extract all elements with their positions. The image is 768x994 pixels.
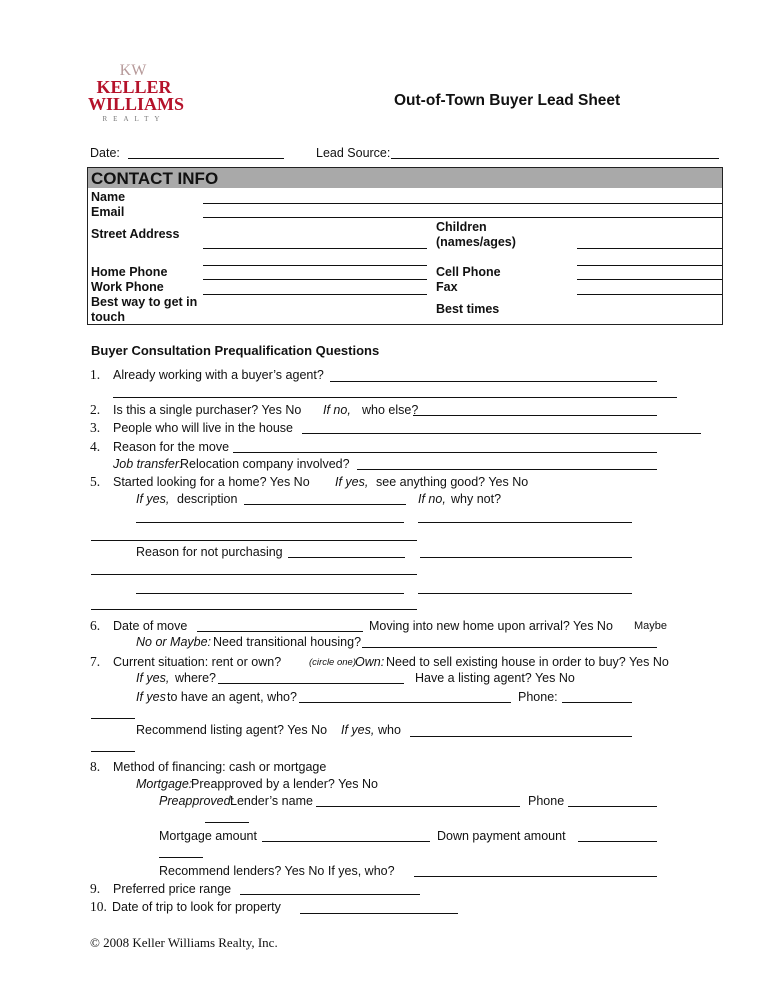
q8-preapproved-label: Preapproved: xyxy=(159,794,235,808)
q5-reason-field-b[interactable] xyxy=(420,557,632,558)
logo-seal: KW xyxy=(119,62,147,79)
q6-moving-into: Moving into new home upon arrival? Yes No xyxy=(369,619,613,633)
q7-need-to-sell: Need to sell existing house in order to buy? Yes No xyxy=(386,655,669,669)
q5-number: 5. xyxy=(90,474,101,489)
q7-agent-field[interactable] xyxy=(299,702,511,703)
cell-phone-field[interactable] xyxy=(577,279,722,280)
q6-number: 6. xyxy=(90,618,101,633)
q6-date-field[interactable] xyxy=(197,631,363,632)
q5-why-not: why not? xyxy=(451,492,502,506)
q8-mortgage-label: Mortgage: xyxy=(136,777,193,791)
contact-info-heading: CONTACT INFO xyxy=(91,169,219,188)
q1-field-2[interactable] xyxy=(113,397,677,398)
q9-field[interactable] xyxy=(240,894,420,895)
work-phone-field[interactable] xyxy=(203,294,427,295)
date-label: Date: xyxy=(90,146,120,160)
q1-field[interactable] xyxy=(330,381,657,382)
logo-realty: REALTY xyxy=(102,115,166,123)
q10-number: 10. xyxy=(90,899,107,914)
q8-lender-field[interactable] xyxy=(316,806,520,807)
q8-amount-field[interactable] xyxy=(262,841,430,842)
cell-phone-label: Cell Phone xyxy=(436,265,501,279)
q5-reason-field-c[interactable] xyxy=(91,574,417,575)
street-address-label: Street Address xyxy=(91,227,180,241)
best-way-label-2: touch xyxy=(91,310,126,324)
q8-phone-field[interactable] xyxy=(568,806,657,807)
name-label: Name xyxy=(91,190,126,204)
fax-field[interactable] xyxy=(577,294,722,295)
name-field[interactable] xyxy=(203,203,722,204)
q4-number: 4. xyxy=(90,439,101,454)
q7-agent-who: to have an agent, who? xyxy=(167,690,297,704)
q5-reason: Reason for not purchasing xyxy=(136,545,283,559)
q6-no-or-maybe: No or Maybe: xyxy=(136,635,212,649)
q5-text: Started looking for a home? Yes No xyxy=(113,475,310,489)
q3-text: People who will live in the house xyxy=(113,421,293,435)
best-way-label: Best way to get in xyxy=(91,295,198,309)
email-label: Email xyxy=(91,205,125,219)
q6-maybe: Maybe xyxy=(634,620,668,632)
q8-phone-field-2[interactable] xyxy=(205,822,249,823)
q2-field[interactable] xyxy=(413,415,657,416)
q8-preapproved-question: Preapproved by a lender? Yes No xyxy=(191,777,378,791)
q1-number: 1. xyxy=(90,367,101,382)
lead-source-label: Lead Source: xyxy=(316,146,391,160)
q6-transitional-field[interactable] xyxy=(362,647,657,648)
fax-label: Fax xyxy=(436,280,458,294)
q8-number: 8. xyxy=(90,759,101,774)
q2-number: 2. xyxy=(90,402,101,417)
q1-text: Already working with a buyer’s agent? xyxy=(113,368,324,382)
q9-price-range: Preferred price range xyxy=(113,882,232,896)
q7-number: 7. xyxy=(90,654,101,669)
q7-phone-field[interactable] xyxy=(562,702,632,703)
q7-phone: Phone: xyxy=(518,690,558,704)
q3-number: 3. xyxy=(90,420,101,435)
children-label: Children xyxy=(436,220,487,234)
q7-rec-field[interactable] xyxy=(410,736,632,737)
logo-line-1: KELLER xyxy=(96,77,172,97)
q7-where-field[interactable] xyxy=(218,683,404,684)
q8-lenders-field[interactable] xyxy=(414,876,657,877)
q8-recommend-lenders: Recommend lenders? Yes No If yes, who? xyxy=(159,864,395,878)
q8-lender-name: Lender’s name xyxy=(230,794,313,808)
q5-field-e[interactable] xyxy=(418,593,632,594)
q2-if-no: If no, xyxy=(323,403,351,417)
q6-transitional: Need transitional housing? xyxy=(213,635,362,649)
q7-where: where? xyxy=(175,671,216,685)
keller-williams-logo xyxy=(88,62,185,126)
logo-line-2: WILLIAMS xyxy=(88,94,185,114)
best-times-label: Best times xyxy=(436,302,500,316)
home-phone-field[interactable] xyxy=(203,279,427,280)
q8-phone: Phone xyxy=(528,794,565,808)
work-phone-label: Work Phone xyxy=(91,280,164,294)
q5-field-a[interactable] xyxy=(136,522,404,523)
q5-description: description xyxy=(177,492,238,506)
q7-recommend: Recommend listing agent? Yes No xyxy=(136,723,328,737)
q10-field[interactable] xyxy=(300,913,458,914)
q7-listing-agent: Have a listing agent? Yes No xyxy=(415,671,575,685)
q5-field-d[interactable] xyxy=(136,593,404,594)
q7-circle-one: (circle one) xyxy=(309,657,356,668)
q4-field[interactable] xyxy=(233,452,657,453)
q4-relocation: Relocation company involved? xyxy=(180,457,350,471)
q8-mortgage-amount: Mortgage amount xyxy=(159,829,257,843)
q4-text: Reason for the move xyxy=(113,440,230,454)
q7-own: Own: xyxy=(355,655,385,669)
q6-date-of-move: Date of move xyxy=(113,619,188,633)
q8-down-payment: Down payment amount xyxy=(437,829,566,843)
q5-see-anything: see anything good? Yes No xyxy=(376,475,529,489)
q2-text: Is this a single purchaser? Yes No xyxy=(113,403,302,417)
footer-copyright: © 2008 Keller Williams Realty, Inc. xyxy=(90,935,278,950)
street-address-field-2[interactable] xyxy=(203,265,427,266)
children-field[interactable] xyxy=(577,248,722,249)
q4-job-transfer: Job transfer: xyxy=(113,457,183,471)
q7-where-if-yes: If yes, xyxy=(136,671,170,685)
q5-desc-if-yes: If yes, xyxy=(136,492,170,506)
q8-down-field[interactable] xyxy=(578,841,657,842)
lead-source-field[interactable] xyxy=(391,158,719,159)
q8-down-field-2[interactable] xyxy=(159,857,203,858)
q5-reason-field[interactable] xyxy=(288,557,405,558)
children-sub-label: (names/ages) xyxy=(436,235,516,249)
q9-number: 9. xyxy=(90,881,101,896)
section-title: Buyer Consultation Prequalification Questions xyxy=(91,343,380,358)
street-address-field[interactable] xyxy=(203,248,427,249)
q5-why-if-no: If no, xyxy=(418,492,446,506)
children-field-2[interactable] xyxy=(577,265,722,266)
q7-phone-field-2[interactable] xyxy=(91,718,135,719)
q10-date-of-trip: Date of trip to look for property xyxy=(112,900,281,914)
q3-field[interactable] xyxy=(302,433,701,434)
q7-rec-if-yes: If yes, xyxy=(341,723,375,737)
q5-if-yes: If yes, xyxy=(335,475,369,489)
q5-field-c[interactable] xyxy=(91,540,417,541)
q4-relocation-field[interactable] xyxy=(357,469,657,470)
q7-rec-who: who xyxy=(378,723,401,737)
date-field[interactable] xyxy=(128,158,284,159)
q7-agent-if-yes: If yes xyxy=(136,690,166,704)
q5-field-b[interactable] xyxy=(418,522,632,523)
home-phone-label: Home Phone xyxy=(91,265,168,279)
q7-current-situation: Current situation: rent or own? xyxy=(113,655,282,669)
email-field[interactable] xyxy=(203,217,722,218)
q7-rec-field-2[interactable] xyxy=(91,751,135,752)
q2-who-else: who else? xyxy=(362,403,419,417)
page-title: Out-of-Town Buyer Lead Sheet xyxy=(394,92,621,109)
q5-field-f[interactable] xyxy=(91,609,417,610)
q5-description-field[interactable] xyxy=(244,504,406,505)
q8-financing: Method of financing: cash or mortgage xyxy=(113,760,327,774)
